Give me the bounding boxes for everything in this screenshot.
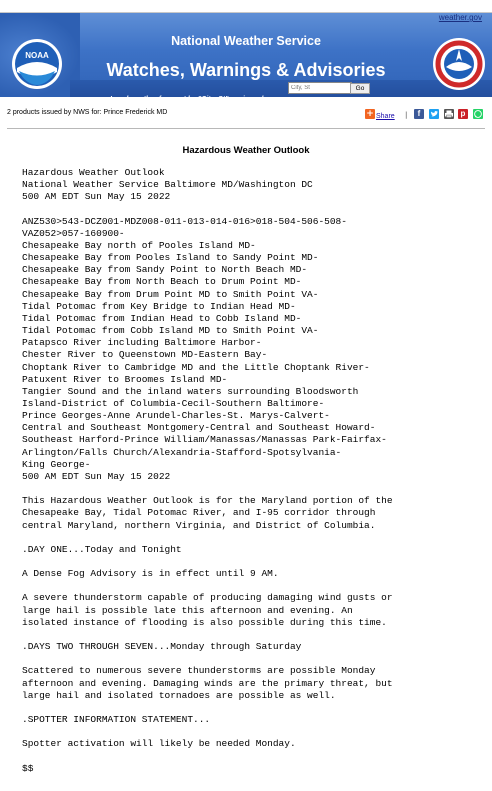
product-line: VAZ052>057-160900- xyxy=(22,227,125,239)
product-line: 500 AM EDT Sun May 15 2022 xyxy=(22,191,171,203)
pinterest-icon[interactable]: p xyxy=(458,109,468,119)
product-line: Patapsco River including Baltimore Harbor- xyxy=(22,337,262,349)
product-line: Tidal Potomac from Indian Head to Cobb Island MD- xyxy=(22,312,302,324)
share-plus-icon[interactable]: + xyxy=(366,109,374,119)
weather-gov-link[interactable]: weather.gov xyxy=(438,13,482,22)
noaa-logo-text: NOAA xyxy=(25,51,49,60)
share-link[interactable]: Share xyxy=(376,113,395,120)
banner-forecast-strip xyxy=(70,80,492,97)
products-count: 2 products issued by NWS for: Prince Frederick MD xyxy=(7,109,168,116)
product-line: Prince Georges-Anne Arundel-Charles-St. Marys-Calvert- xyxy=(22,410,330,422)
product-line: This Hazardous Weather Outlook is for the Maryland portion of the xyxy=(22,495,393,507)
product-line: Tidal Potomac from Cobb Island MD to Smith Point VA- xyxy=(22,325,319,337)
facebook-icon[interactable]: f xyxy=(414,109,424,119)
product-title: Hazardous Weather Outlook xyxy=(182,145,310,156)
product-line: Chesapeake Bay north of Pooles Island MD- xyxy=(22,239,256,251)
product-text xyxy=(22,167,393,775)
product-line: Chesapeake Bay from North Beach to Drum Point MD- xyxy=(22,276,302,288)
product-line: Island-District of Columbia-Cecil-Southern Baltimore- xyxy=(22,397,325,409)
product-line: Choptank River to Cambridge MD and the Little Choptank River- xyxy=(22,361,370,373)
product-line: .DAYS TWO THROUGH SEVEN...Monday through Saturday xyxy=(22,641,302,653)
product-line: Chesapeake Bay from Pooles Island to Sandy Point MD- xyxy=(22,252,319,264)
whatsapp-icon[interactable] xyxy=(473,109,483,119)
forecast-search-input[interactable] xyxy=(288,82,352,94)
product-line: 500 AM EDT Sun May 15 2022 xyxy=(22,470,171,482)
product-line: large hail and isolated tornadoes are possible as well. xyxy=(22,689,336,701)
product-line: Hazardous Weather Outlook xyxy=(22,167,165,178)
product-line: King George- xyxy=(22,458,91,470)
product-line: central Maryland, northern Virginia, and District of Columbia. xyxy=(22,519,376,531)
product-line: $$ xyxy=(22,762,34,774)
banner-subtitle: Watches, Warnings & Advisories xyxy=(106,60,386,80)
forecast-label: Local weather forecast by "City, St" or zip code xyxy=(110,96,268,103)
noaa-logo-icon[interactable] xyxy=(11,38,63,90)
product-line: Chesapeake Bay from Drum Point MD to Smith Point VA- xyxy=(22,288,319,300)
product-line: A severe thunderstorm capable of producing damaging wind gusts or xyxy=(22,592,393,604)
product-line: Patuxent River to Broomes Island MD- xyxy=(22,373,228,385)
banner-title: National Weather Service xyxy=(171,34,321,48)
go-button[interactable]: Go xyxy=(350,83,370,94)
print-icon[interactable] xyxy=(444,109,454,119)
product-line: A Dense Fog Advisory is in effect until 9 AM. xyxy=(22,568,279,580)
product-line: Tangier Sound and the inland waters surrounding Bloodsworth xyxy=(22,385,359,397)
product-line: afternoon and evening. Damaging winds are the primary threat, but xyxy=(22,677,393,689)
product-line: Scattered to numerous severe thunderstorms are possible Monday xyxy=(22,665,376,677)
product-line: Central and Southeast Montgomery-Central and Southeast Howard- xyxy=(22,422,376,434)
product-line: .SPOTTER INFORMATION STATEMENT... xyxy=(22,714,211,726)
nws-logo-icon[interactable] xyxy=(432,37,486,91)
product-line: isolated instance of flooding is also possible during this time. xyxy=(22,616,387,628)
product-line: Chesapeake Bay, Tidal Potomac River, and I-95 corridor through xyxy=(22,507,376,519)
share-separator: | xyxy=(405,111,408,119)
product-line: Chester River to Queenstown MD-Eastern Bay- xyxy=(22,349,268,361)
product-line: Southeast Harford-Prince William/Manassas/Manassas Park-Fairfax- xyxy=(22,434,387,446)
top-bar xyxy=(0,0,492,13)
header-banner xyxy=(0,13,492,103)
product-line: Tidal Potomac from Key Bridge to Indian Head MD- xyxy=(22,300,296,312)
twitter-icon[interactable] xyxy=(429,109,439,119)
product-line: Arlington/Falls Church/Alexandria-Stafford-Spotsylvania- xyxy=(22,446,342,458)
product-line: ANZ530>543-DCZ001-MDZ008-011-013-014-016>018-504-506-508- xyxy=(22,215,347,227)
product-line: .DAY ONE...Today and Tonight xyxy=(22,543,182,555)
product-line: Chesapeake Bay from Sandy Point to North Beach MD- xyxy=(22,264,308,276)
divider xyxy=(7,128,485,129)
product-line: Spotter activation will likely be needed Monday. xyxy=(22,738,296,750)
product-line: National Weather Service Baltimore MD/Washington DC xyxy=(22,179,313,191)
product-line: large hail is possible late this afternoon and evening. An xyxy=(22,604,353,616)
